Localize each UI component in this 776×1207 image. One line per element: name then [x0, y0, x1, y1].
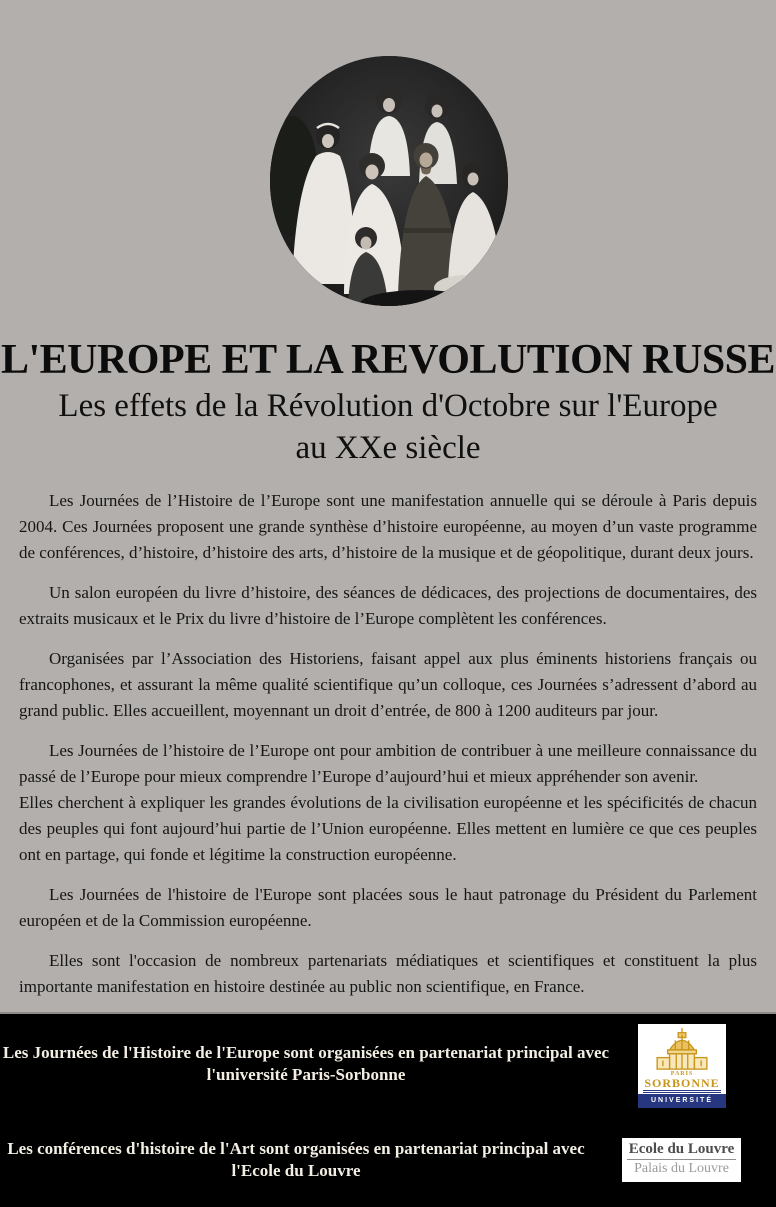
sorbonne-building-icon [653, 1027, 711, 1071]
paragraph-3: Organisées par l’Association des Historiens, faisant appel aux plus éminents historiens français ou francophones, et assurant la même qualité scientifique qu’un colloque, ces Journées s’adressent d’abord au grand public. Elles accueillent, moyennant un droit d’entrée, de 800 à 1200 auditeurs par jour. [19, 649, 757, 720]
paragraph-4: Les Journées de l’histoire de l’Europe ont pour ambition de contribuer à une meilleure connaissance du passé de l’Europe pour mieux comprendre l’Europe d’aujourd’hui et mieux appréhender son avenir. [19, 741, 757, 786]
sorbonne-logo-rule [643, 1090, 721, 1093]
romanov-family-photo [270, 56, 508, 306]
paragraph-1: Les Journées de l’Histoire de l’Europe sont une manifestation annuelle qui se déroule à Paris depuis 2004. Ces Journées proposent une grande synthèse d’histoire européenne, au moyen d’un vaste programme de conférences, d’histoire, d’histoire des arts, d’histoire de la musique et de géopolitique, durant deux jours. [19, 491, 757, 562]
paragraph-7: Elles sont l'occasion de nombreux partenariats médiatiques et scientifiques et constituent la plus importante manifestation en histoire destinée au public non scientifique, en France. [19, 951, 757, 996]
partner-text-sorbonne [0, 1042, 612, 1086]
paragraph-2: Un salon européen du livre d’histoire, des séances de dédicaces, des projections de documentaires, des extraits musicaux et le Prix du livre d’histoire de l’Europe complètent les conférences. [19, 583, 757, 628]
louvre-logo [622, 1138, 741, 1182]
louvre-logo-name: Ecole du Louvre [628, 1141, 735, 1157]
partner-text-louvre [0, 1138, 592, 1182]
sorbonne-logo-name: SORBONNE [644, 1076, 720, 1090]
partner-sorbonne-line-1: Les Journées de l'Histoire de l'Europe sont organisées en partenariat principal avec [2, 1043, 610, 1062]
body-text [19, 488, 757, 1014]
louvre-logo-subtitle: Palais du Louvre [634, 1161, 729, 1176]
sorbonne-logo-city: PARIS [670, 1071, 694, 1077]
partner-sorbonne-line-2: l'université Paris-Sorbonne [206, 1065, 406, 1084]
sorbonne-logo-banner: UNIVERSITÉ [638, 1094, 726, 1108]
romanov-family-portrait-icon [270, 56, 508, 306]
subtitle-line-1: Les effets de la Révolution d'Octobre sur l'Europe [58, 388, 718, 424]
sorbonne-logo [638, 1024, 726, 1108]
page-subtitle [0, 385, 776, 469]
partner-louvre-line-2: l'Ecole du Louvre [231, 1161, 361, 1180]
subtitle-line-2: au XXe siècle [295, 430, 481, 466]
footer [0, 1012, 776, 1207]
page-title: L'EUROPE ET LA REVOLUTION RUSSE [0, 337, 776, 383]
paragraph-5: Elles cherchent à expliquer les grandes évolutions de la civilisation européenne et les spécificités de chacun des peuples qui font aujourd’hui partie de l’Union européenne. Elles mettent en lumière ce que ces peuples ont en partage, qui fonde et légitime la construction européenne. [19, 793, 757, 864]
paragraph-6: Les Journées de l'histoire de l'Europe sont placées sous le haut patronage du Président du Parlement européen et de la Commission européenne. [19, 885, 757, 930]
louvre-logo-rule [627, 1159, 736, 1160]
partner-louvre-line-1: Les conférences d'histoire de l'Art sont organisées en partenariat principal avec [7, 1139, 585, 1158]
